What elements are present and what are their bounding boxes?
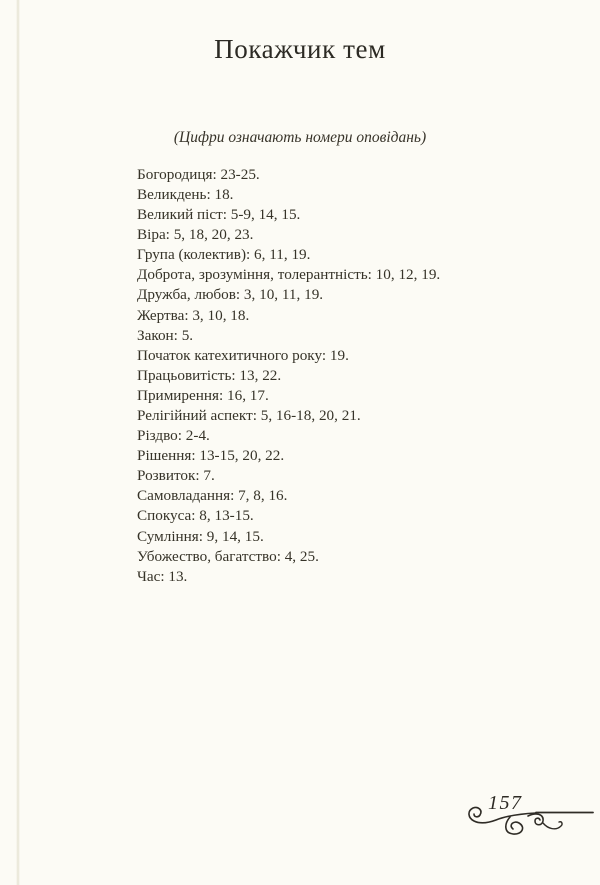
flourish-tail [543,822,562,829]
index-entry: Працьовитість: 13, 22. [137,366,282,384]
index-entry: Віра: 5, 18, 20, 23. [137,226,254,244]
index-entry: Різдво: 2-4. [137,427,210,445]
index-entry: Рішення: 13-15, 20, 22. [137,447,285,465]
index-entry: Великдень: 18. [137,185,234,203]
index-entry: Сумління: 9, 14, 15. [137,527,264,545]
index-entry: Релігійний аспект: 5, 16-18, 20, 21. [137,406,361,424]
index-entry: Великий піст: 5-9, 14, 15. [137,206,301,224]
index-entry: Час: 13. [137,567,188,585]
index-entry: Доброта, зрозуміння, толерантність: 10, 12, 19. [137,266,441,284]
index-entry: Спокуса: 8, 13-15. [137,507,254,525]
index-subtitle: (Цифри означають номери оповідань) [173,129,427,147]
page-title: Покажчик тем [214,34,386,64]
index-entry: Убожество, багатство: 4, 25. [137,547,319,565]
flourish-center-curl [506,817,523,834]
flourish-left-swirl [469,807,536,822]
index-entry: Закон: 5. [137,326,194,344]
index-entry: Самовладання: 7, 8, 16. [137,487,288,505]
index-entry: Початок катехитичного року: 19. [137,346,349,364]
index-entry: Група (колектив): 6, 11, 19. [137,246,311,264]
index-entry: Богородиця: 23-25. [137,165,260,183]
index-entry: Примирення: 16, 17. [137,386,269,404]
page-footer [458,792,600,844]
footer-flourish-icon [458,792,600,844]
index-entry: Розвиток: 7. [137,467,215,485]
index-entry: Дружба, любов: 3, 10, 11, 19. [137,286,324,304]
index-entry: Жертва: 3, 10, 18. [137,306,250,324]
index-list [137,165,600,587]
flourish-right-swirl [528,814,543,825]
page-number: 157 [488,792,523,814]
